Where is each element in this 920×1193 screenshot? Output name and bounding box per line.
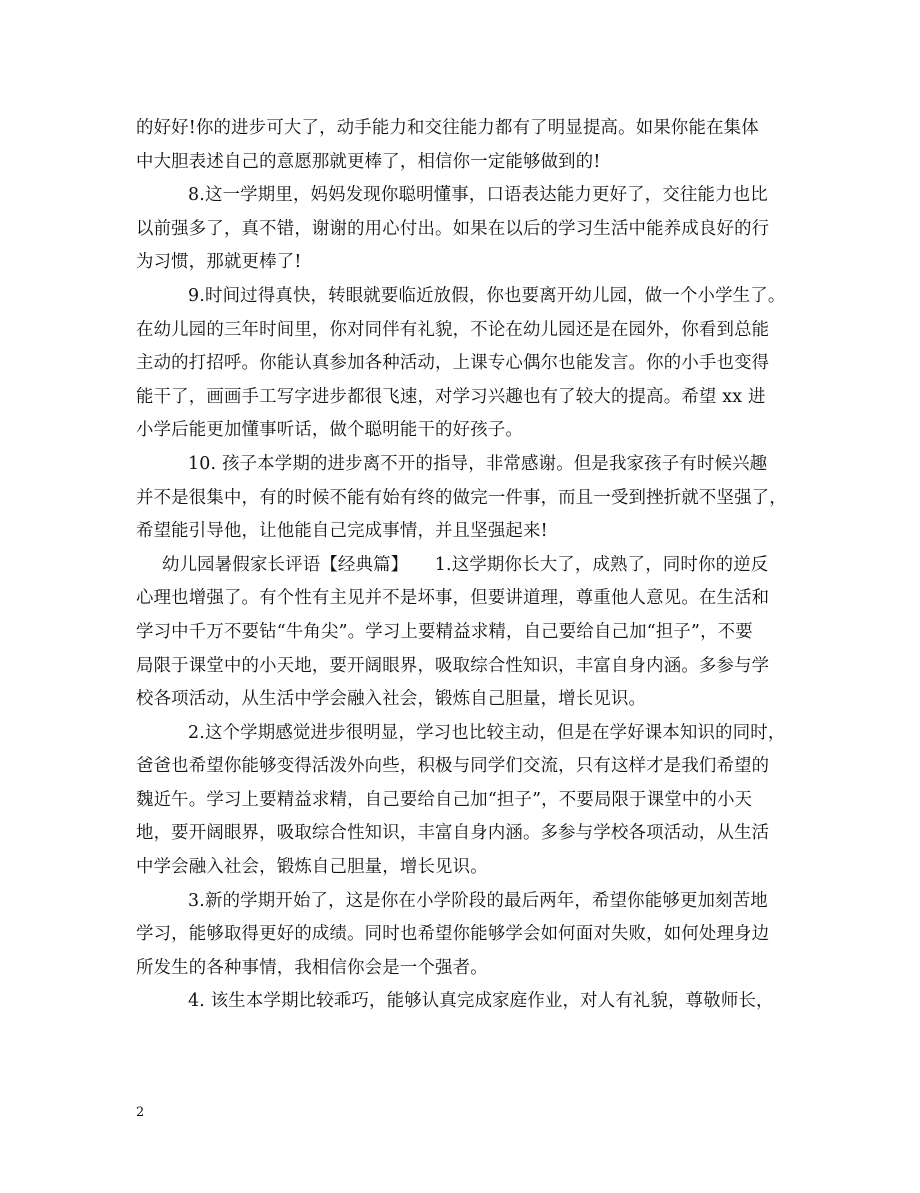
text-line: 地，要开阔眼界，吸取综合性知识，丰富自身内涵。多参与学校各项活动，从生活: [136, 823, 770, 844]
paragraph-start-9: 9.时间过得真快，转眼就要临近放假，你也要离开幼儿园，做一个小学生了。: [188, 285, 786, 306]
paragraph-start-8: 8.这一学期里，妈妈发现你聪明懂事，口语表达能力更好了，交往能力也比: [188, 185, 768, 206]
text-line: 校各项活动，从生活中学会融入社会，锻炼自己胆量，增长见识。: [136, 689, 647, 710]
section-heading-line: 幼儿园暑假家长评语【经典篇】 1.这学期你长大了，成熟了，同时你的逆反: [162, 554, 769, 575]
text-line: 中学会融入社会，锻炼自己胆量，增长见识。: [136, 857, 488, 878]
text-line: 能干了，画画手工写字进步都很飞速，对学习兴趣也有了较大的提高。希望 xx 进: [136, 386, 766, 407]
text-line: 主动的打招呼。你能认真参加各种活动，上课专心偶尔也能发言。你的小手也变得: [136, 353, 770, 374]
text-line: 为习惯，那就更棒了!: [136, 252, 302, 273]
text-line: 学习，能够取得更好的成绩。同时也希望你能够学会如何面对失败，如何处理身边: [136, 924, 770, 945]
text-line: 在幼儿园的三年时间里，你对同伴有礼貌，不论在幼儿园还是在园外，你看到总能: [136, 319, 770, 340]
paragraph-start-3: 3.新的学期开始了，这是你在小学阶段的最后两年，希望你能够更加刻苦地: [188, 890, 768, 911]
text-line: 的好好!你的进步可大了，动手能力和交往能力都有了明显提高。如果你能在集体: [136, 118, 759, 138]
text-line: 希望能引导他，让他能自己完成事情，并且坚强起来!: [136, 521, 548, 542]
text-line: 所发生的各种事情，我相信你会是一个强者。: [136, 957, 488, 978]
text-line: 学习中千万不要钻“牛角尖”。学习上要精益求精，自己要给自己加“担子”，不要: [136, 621, 753, 642]
paragraph-start-2: 2.这个学期感觉进步很明显，学习也比较主动，但是在学好课本知识的同时，: [188, 722, 786, 743]
page-number: 2: [136, 1105, 145, 1120]
text-line: 并不是很集中，有的时候不能有始有终的做完一件事，而且一受到挫折就不坚强了，: [136, 487, 787, 508]
text-line: 局限于课堂中的小天地，要开阔眼界，吸取综合性知识，丰富自身内涵。多参与学: [136, 655, 770, 676]
paragraph-start-4: 4. 该生本学期比较乖巧，能够认真完成家庭作业，对人有礼貌，尊敬师长，: [188, 991, 774, 1012]
text-line: 以前强多了，真不错，谢谢的用心付出。如果在以后的学习生活中能养成良好的行: [136, 218, 770, 239]
paragraph-start-10: 10. 孩子本学期的进步离不开的指导，非常感谢。但是我家孩子有时候兴趣: [188, 453, 768, 474]
text-line: 心理也增强了。有个性有主见并不是坏事，但要讲道理，尊重他人意见。在生活和: [136, 588, 770, 609]
text-line: 魏近午。学习上要精益求精，自己要给自己加“担子”，不要局限于课堂中的小天: [136, 789, 753, 810]
text-line: 小学后能更加懂事听话，做个聪明能干的好孩子。: [136, 420, 523, 441]
body-text: [136, 112, 786, 1019]
text-line: 中大胆表述自己的意愿那就更棒了，相信你一定能够做到的!: [136, 151, 601, 172]
text-line: 爸爸也希望你能够变得活泼外向些，积极与同学们交流，只有这样才是我们希望的: [136, 756, 770, 777]
